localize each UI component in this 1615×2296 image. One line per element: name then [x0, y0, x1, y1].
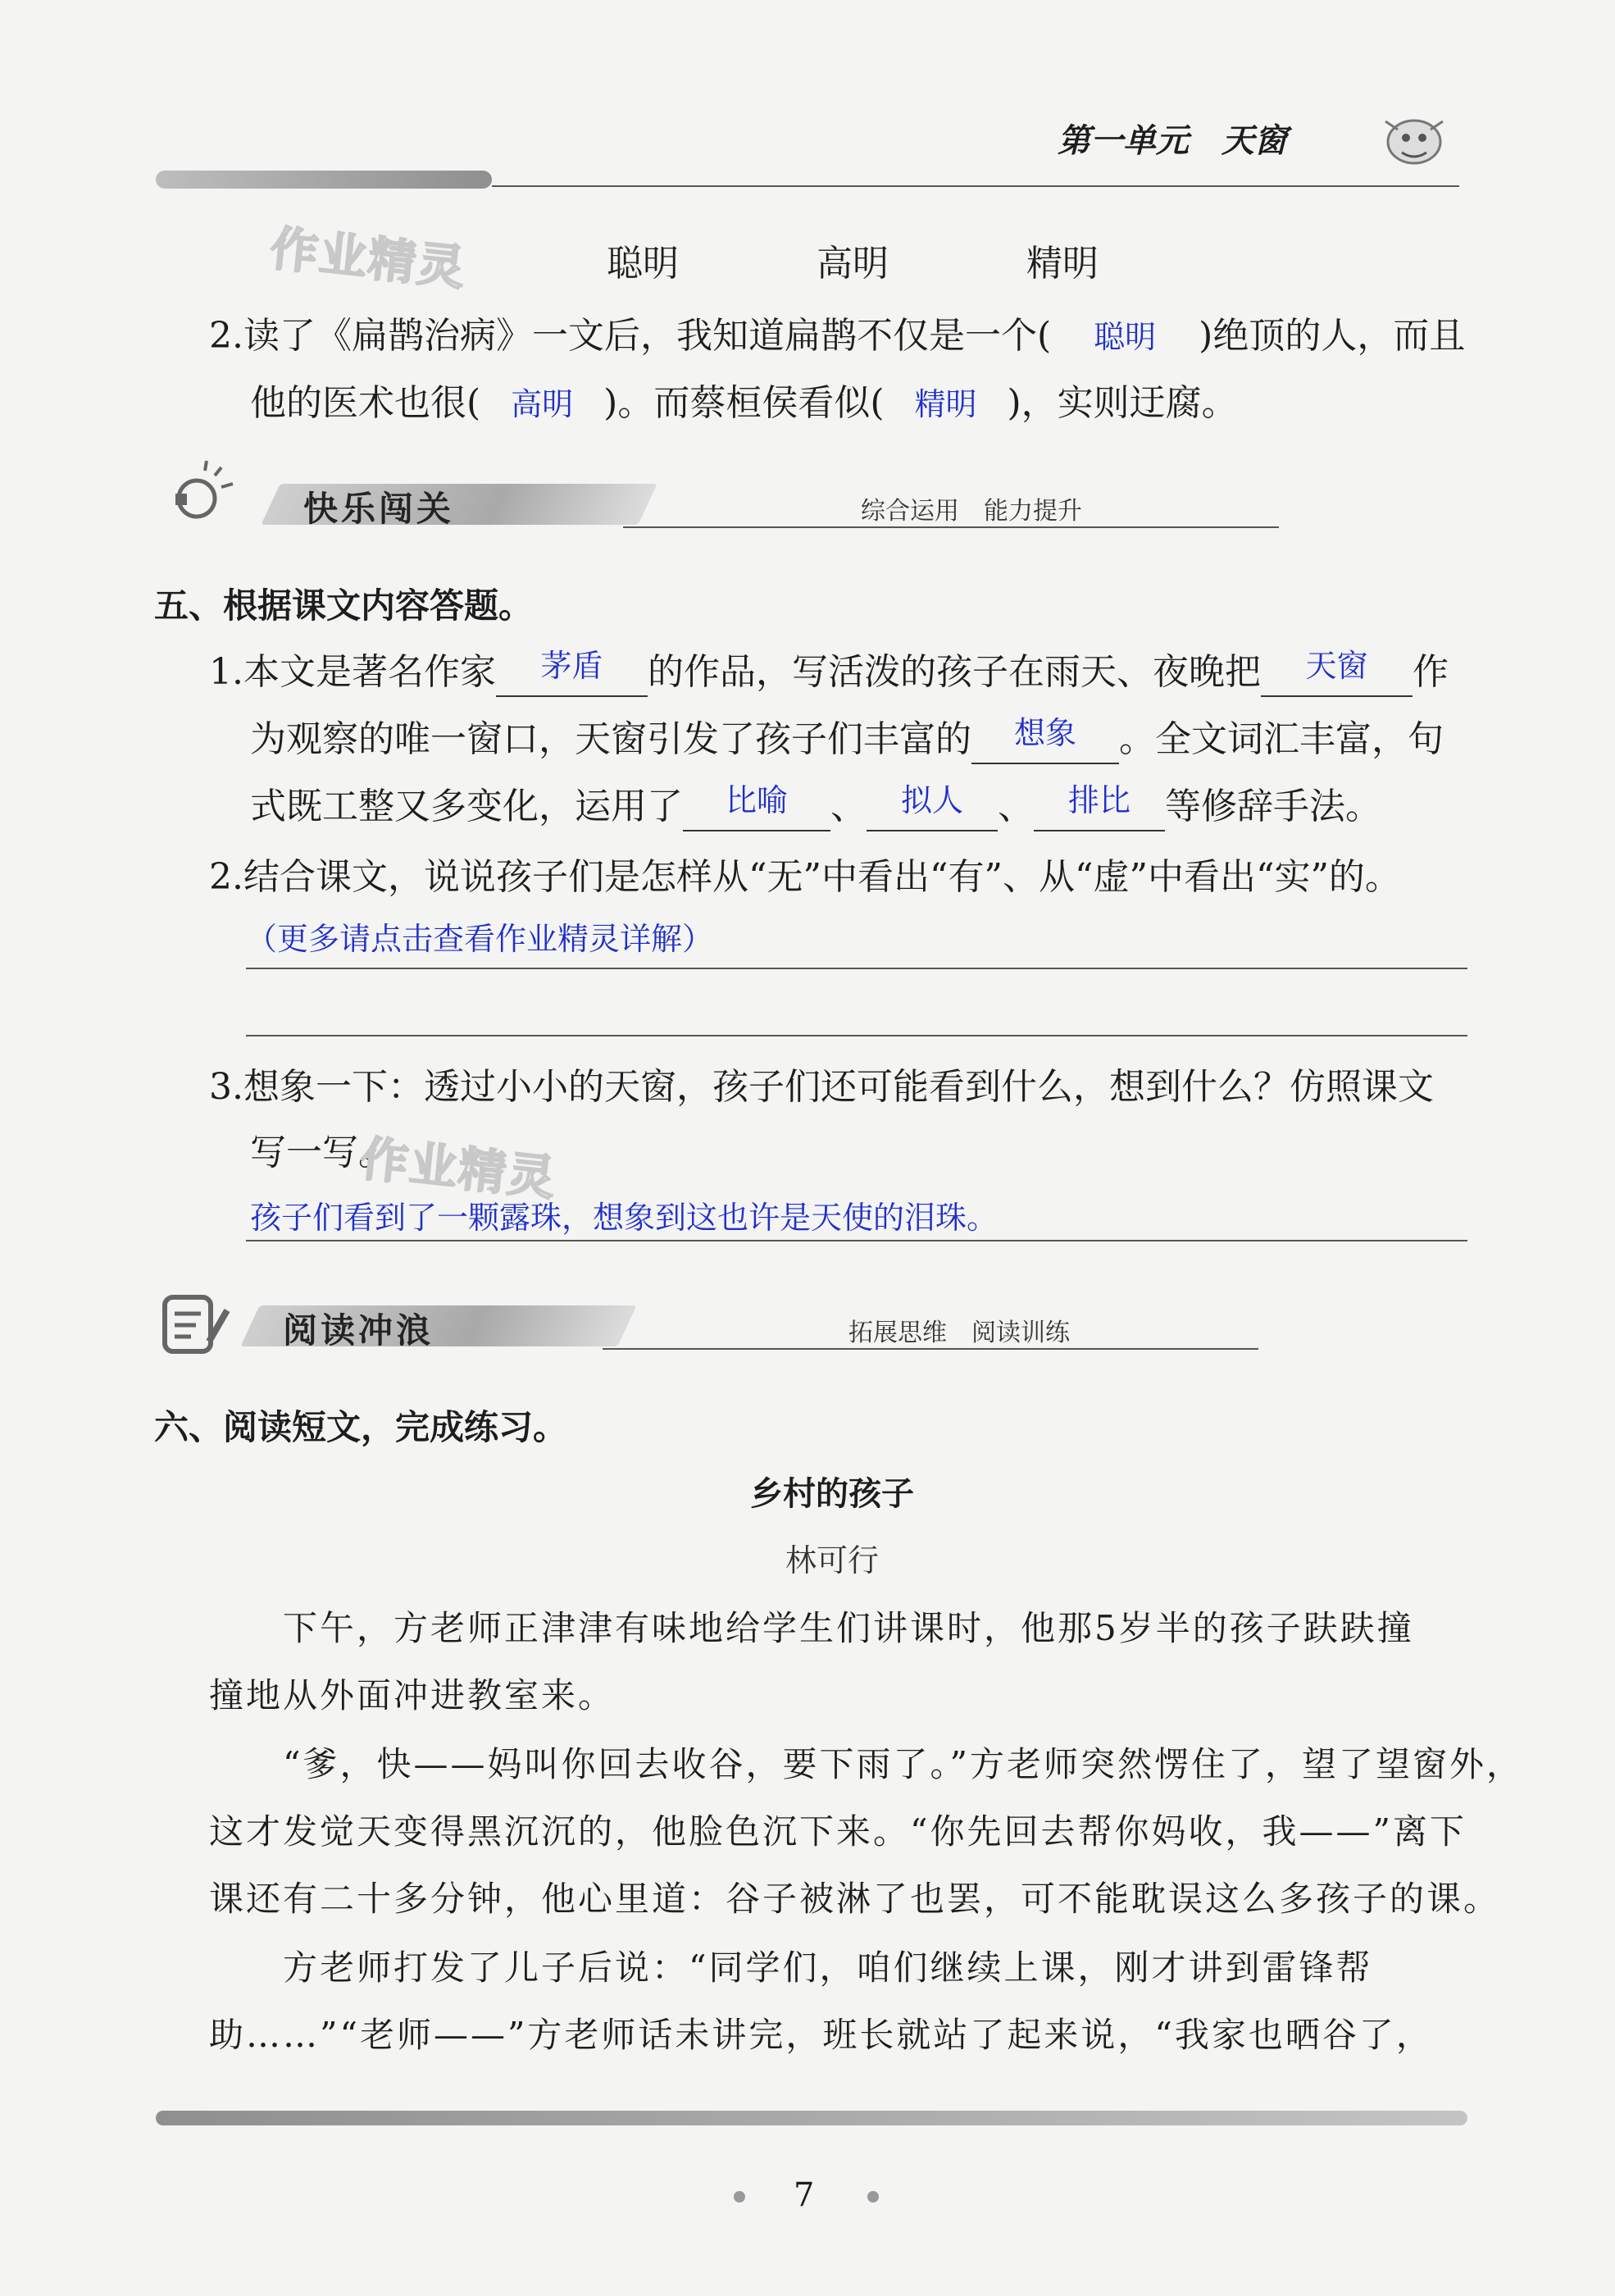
question-4-2-line2: 他的医术也很( 高明 )。而蔡桓侯看似( 精明 )，实则迂腐。 [250, 379, 1238, 429]
blank [1034, 782, 1165, 831]
footer-dot-icon [867, 2191, 879, 2203]
banner-reading-surf [160, 1305, 1144, 1355]
word-choice: 精明 [1026, 243, 1099, 285]
q5-2: 2.结合课文，说说孩子们是怎样从“无”中看出“有”、从“虚”中看出“实”的。 [209, 856, 1401, 898]
answer-line [246, 1035, 1467, 1036]
section-6-title: 六、阅读短文，完成练习。 [154, 1407, 568, 1447]
word-choice: 聪明 [607, 243, 679, 285]
answer-text: 聪明 [1094, 319, 1157, 355]
story-line: 方老师打发了儿子后说：“同学们，咱们继续上课，刚才讲到雷锋帮 [283, 1947, 1373, 1988]
header-bar [156, 171, 492, 189]
section-5-title: 五、根据课文内容答题。 [154, 585, 534, 626]
q5-1-line2: 为观察的唯一窗口，天窗引发了孩子们丰富的 想象 。全文词汇丰富，句 [250, 715, 1444, 764]
watermark-mid: 作业精灵 [357, 1130, 560, 1207]
blank [683, 782, 830, 831]
answer-text: 想象 [1013, 715, 1076, 751]
banner-label: 阅读冲浪 [283, 1310, 434, 1351]
blank [496, 648, 648, 697]
word-choice: 高明 [817, 243, 889, 285]
answer-text: 拟人 [900, 782, 963, 818]
story-line: “爹，快——妈叫你回去收谷，要下雨了。”方老师突然愣住了，望了望窗外， [283, 1744, 1523, 1784]
notepad-pencil-icon [160, 1292, 234, 1358]
answer-text: 排比 [1067, 782, 1130, 818]
answer-text: 高明 [511, 386, 574, 422]
story-line: 撞地从外面冲进教室来。 [209, 1675, 616, 1715]
q5-3-answer: 孩子们看到了一颗露珠，想象到这也许是天使的泪珠。 [250, 1200, 999, 1236]
story-author: 林可行 [785, 1542, 879, 1578]
blank [1261, 648, 1413, 697]
mascot-icon [1369, 105, 1459, 179]
footer-bar [156, 2111, 1467, 2125]
answer-line [246, 968, 1467, 969]
story-line: 助……”“老师——”方老师话未讲完，班长就站了起来说，“我家也晒谷了， [209, 2015, 1433, 2055]
story-title: 乡村的孩子 [750, 1475, 914, 1513]
question-4-2-line1: 2.读了《扁鹊治病》一文后，我知道扁鹊不仅是一个( 聪明 )绝顶的人，而且 [209, 312, 1465, 362]
q5-2-answer-link[interactable]: （更多请点击查看作业精灵详解） [246, 921, 714, 957]
story-line: 这才发觉天变得黑沉沉的，他脸色沉下来。“你先回去帮你妈收，我——”离下 [209, 1811, 1467, 1852]
blank [971, 715, 1119, 764]
unit-title: 第一单元 天窗 [1058, 121, 1287, 160]
q5-1-line1: 1.本文是著名作家 茅盾 的作品，写活泼的孩子在雨天、夜晚把 天窗 作 [209, 648, 1449, 697]
banner-subtitle: 综合运用 能力提升 [861, 497, 1082, 526]
page-header [0, 0, 1615, 197]
watermark-top: 作业精灵 [267, 220, 470, 297]
story-line: 下午，方老师正津津有味地给学生们讲课时，他那5岁半的孩子趺趺撞 [283, 1608, 1414, 1648]
q5-1-line3: 式既工整又多变化，运用了 比喻 、 拟人 、 排比 等修辞手法。 [250, 782, 1381, 831]
story-line: 课还有二十多分钟，他心里道：谷子被淋了也罢，可不能耽误这么多孩子的课。 [209, 1879, 1501, 1919]
banner-label: 快乐闯关 [303, 489, 455, 529]
q5-3-line2: 写一写。 [250, 1132, 394, 1173]
footer-dot-icon [734, 2191, 745, 2203]
answer-text: 茅盾 [540, 648, 603, 684]
answer-text: 比喻 [725, 782, 788, 818]
page-number: 7 [794, 2176, 815, 2214]
q5-3-line1: 3.想象一下：透过小小的天窗，孩子们还可能看到什么，想到什么？仿照课文 [209, 1066, 1434, 1108]
word-choices [607, 239, 1099, 289]
blank [867, 782, 998, 831]
lightbulb-icon [164, 459, 238, 533]
answer-text: 天窗 [1305, 648, 1368, 684]
header-rule [492, 185, 1459, 187]
answer-line [246, 1240, 1467, 1241]
answer-text: 精明 [914, 386, 977, 422]
banner-happy-challenge [164, 484, 1148, 533]
banner-subtitle: 拓展思维 阅读训练 [848, 1319, 1070, 1347]
